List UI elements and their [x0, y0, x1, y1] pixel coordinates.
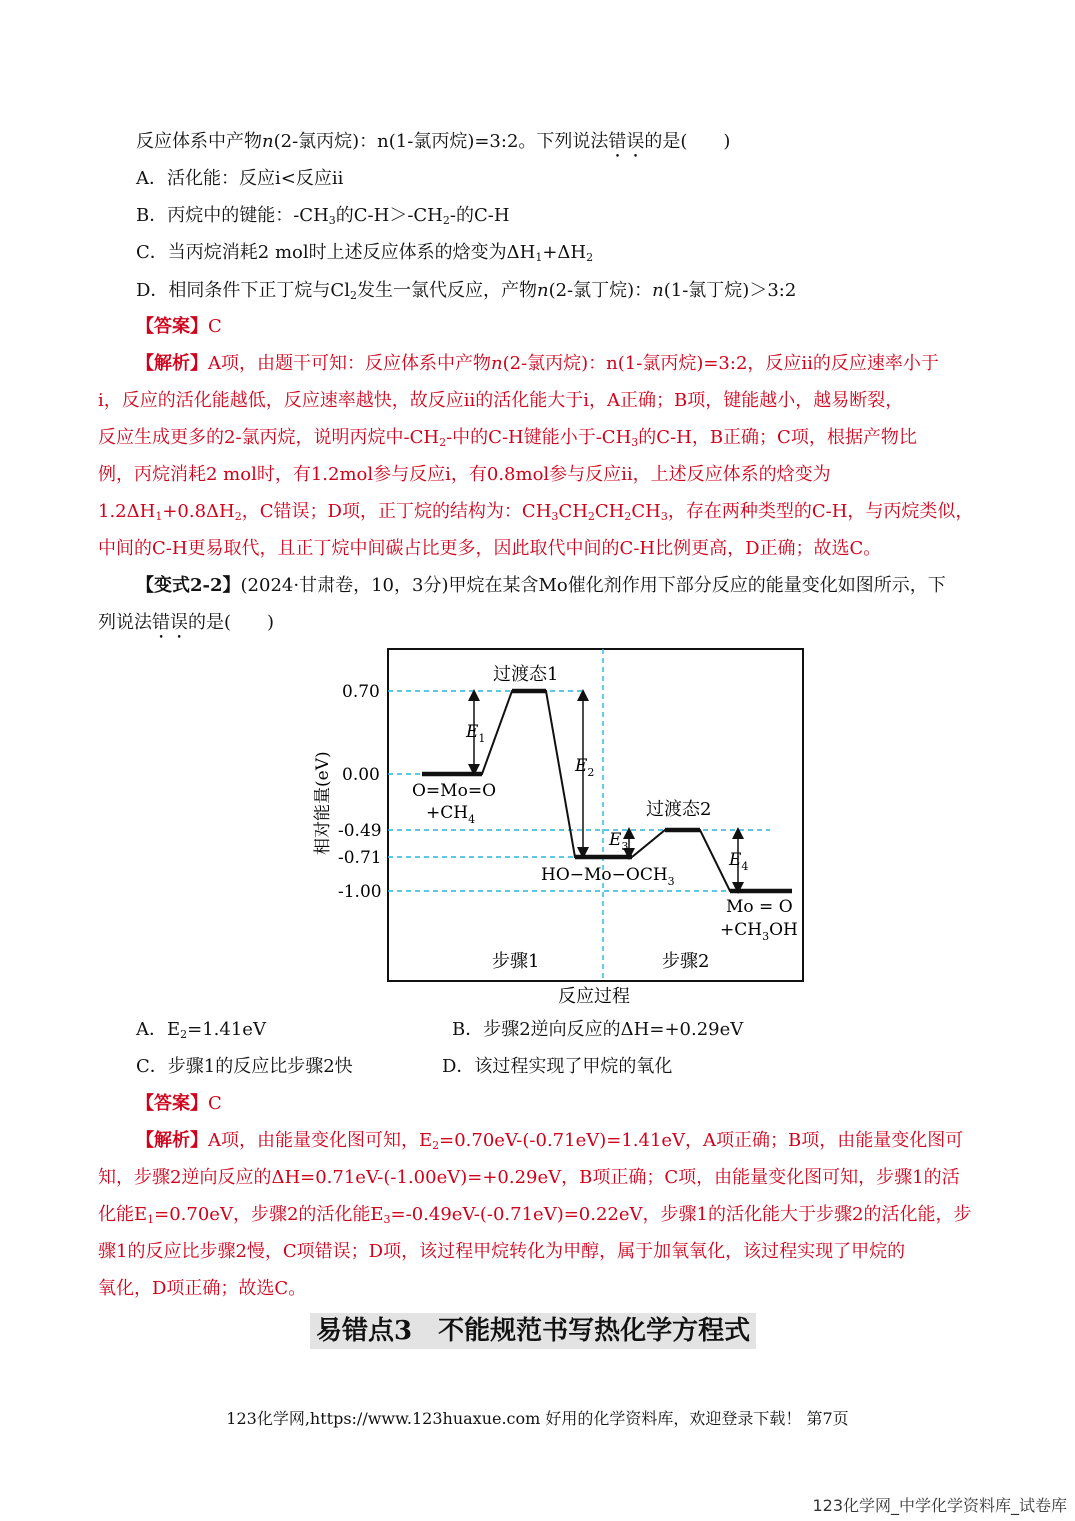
- q1-answer: 【答案】C: [136, 316, 222, 337]
- product-label-2: $+CH_3OH$: [720, 920, 798, 943]
- label-e4: $E_4$: [729, 850, 749, 873]
- q2-analysis-2: 知，步骤2逆向反应的ΔH=0.71eV-(-1.00eV)=+0.29eV，B项正确；C项，由能量变化图可知，步骤1的活: [98, 1167, 960, 1188]
- q1-stem: 反应体系中产物n(2-氯丙烷)：n(1-氯丙烷)=3:2。下列说法错误的是( ): [136, 131, 731, 152]
- ytick-070: 0.70: [342, 682, 380, 702]
- q1-analysis-1: 【解析】A项，由题干可知：反应体系中产物n(2-氯丙烷)：n(1-氯丙烷)=3:2，反应ii的反应速率小于: [136, 353, 939, 374]
- q1-analysis-4: 例，丙烷消耗2 mol时，有1.2mol参与反应i，有0.8mol参与反应ii，上述反应体系的焓变为: [98, 464, 831, 485]
- ts2-label: 过渡态2: [646, 799, 712, 820]
- q1-option-a: A．活化能：反应i<反应ii: [136, 168, 344, 189]
- q2-analysis-1: 【解析】A项，由能量变化图可知，$E_2=0.70eV-(-0.71eV)=1.41eV$，A项正确；B项，由能量变化图可: [136, 1130, 964, 1152]
- ytick-100: -1.00: [338, 882, 382, 902]
- q1-option-b: B．丙烷中的键能：$-CH_3$的$C-H>-CH_2-$的C-H: [136, 205, 510, 227]
- ts1-label: 过渡态1: [493, 664, 559, 685]
- intermediate-label: $HO-Mo-OCH_3$: [541, 865, 675, 888]
- reactant-label: O=Mo=O: [412, 781, 497, 801]
- ytick-000: 0.00: [342, 765, 380, 785]
- ytick-071: -0.71: [338, 848, 382, 868]
- step1-label: 步骤1: [492, 951, 540, 972]
- ylabel: 相对能量(eV): [313, 751, 333, 855]
- q2-option-c: C．步骤1的反应比步骤2快: [136, 1056, 353, 1077]
- q2-answer: 【答案】C: [136, 1093, 222, 1114]
- q2-option-a: A．$E_2=1.41eV$: [136, 1019, 266, 1041]
- watermark: 123化学网_中学化学资料库_试卷库: [812, 1496, 1067, 1515]
- q1-analysis-2: i，反应的活化能越低，反应速率越快，故反应ii的活化能大于i，A正确；B项，键能越小，越易断裂，: [98, 390, 904, 411]
- section-heading: 易错点3 不能规范书写热化学方程式: [310, 1313, 756, 1349]
- product-label: Mo = O: [726, 897, 793, 917]
- q1-analysis-6: 中间的C-H更易取代，且正丁烷中间碳占比更多，因此取代中间的C-H比例更高，D正确；故选C。: [98, 538, 882, 559]
- q2-option-d: D．该过程实现了甲烷的氧化: [442, 1056, 673, 1077]
- q2-analysis-3: 化能$E_1=0.70eV$，步骤2的活化能$E_3=-0.49eV-(-0.71eV)=0.22eV$，步骤1的活化能大于步骤2的活化能，步: [98, 1204, 972, 1226]
- q1-option-d: D．相同条件下正丁烷与$Cl_2$发生一氯代反应，产物n(2-氯丁烷)：n(1-氯丁烷)＞3:2: [136, 280, 797, 302]
- label-e3: $E_3$: [609, 830, 629, 853]
- q2-analysis-5: 氧化，D项正确；故选C。: [98, 1278, 307, 1299]
- step2-label: 步骤2: [662, 951, 710, 972]
- q2-stem-2: 列说法错误的是( ): [98, 612, 275, 633]
- q1-analysis-5: $1.2\Delta H_1+0.8\Delta H_2$，C错误；D项，正丁烷的结构为：$CH_3CH_2CH_2CH_3$，存在两种类型的C-H，与丙烷类似，: [98, 501, 974, 523]
- page-footer: 123化学网,https://www.123huaxue.com 好用的化学资料库，欢迎登录下载！ 第7页: [226, 1409, 849, 1428]
- q2-stem-1: 【变式2-2】(2024·甘肃卷，10，3分)甲烷在某含Mo催化剂作用下部分反应的能量变化如图所示，下: [136, 575, 946, 596]
- q1-option-c: C．当丙烷消耗2 mol时上述反应体系的焓变为$\Delta H_1+\Delta H_2$: [136, 242, 594, 264]
- ytick-049: -0.49: [338, 821, 382, 841]
- label-e1: $E_1$: [466, 722, 486, 745]
- q1-analysis-3: 反应生成更多的2-氯丙烷，说明丙烷中$-CH_2-$中的C-H键能小于$-CH_3$的C-H，B正确；C项，根据产物比: [98, 427, 917, 449]
- q2-option-b: B．步骤2逆向反应的ΔH=+0.29eV: [452, 1019, 744, 1040]
- q2-analysis-4: 骤1的反应比步骤2慢，C项错误；D项，该过程甲烷转化为甲醇，属于加氧氧化，该过程实现了甲烷的: [98, 1241, 906, 1262]
- energy-diagram: [300, 640, 820, 1012]
- xlabel: 反应过程: [558, 986, 630, 1007]
- reactant-label-2: $+CH_4$: [426, 803, 476, 826]
- label-e2: $E_2$: [575, 756, 595, 779]
